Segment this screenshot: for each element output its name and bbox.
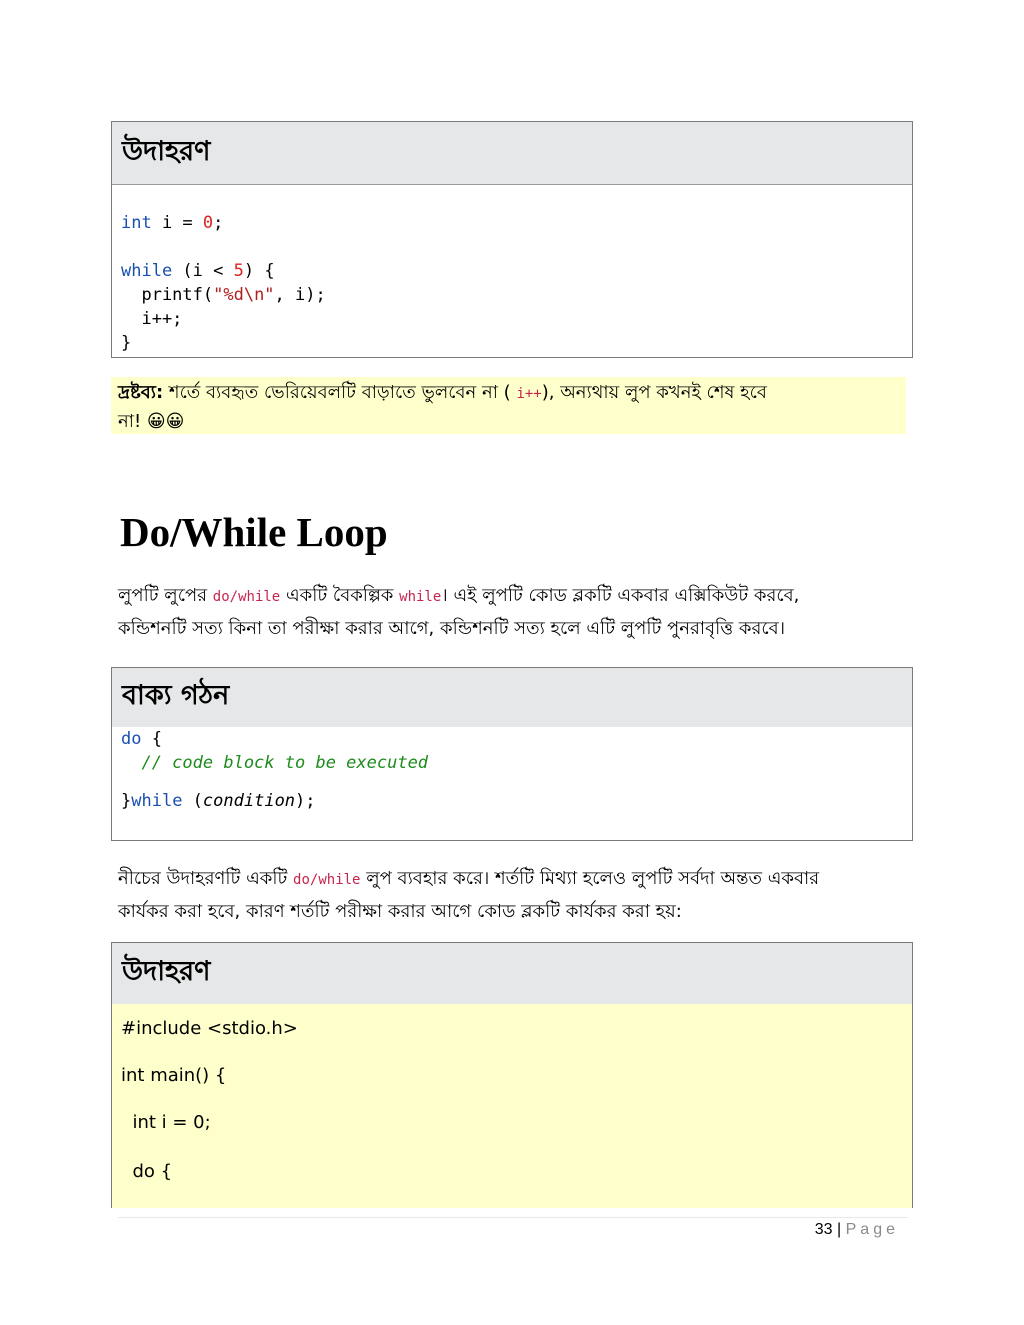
- syntax-code: do { // code block to be executed }while (condition);: [121, 729, 429, 811]
- code-line: i++;: [121, 309, 183, 329]
- example-box-1: [111, 121, 913, 358]
- code-line: int main() {: [121, 1065, 227, 1086]
- example-heading: উদাহরণ: [112, 122, 912, 185]
- page-label: Page: [845, 1221, 899, 1238]
- footer-divider: [118, 1217, 908, 1218]
- section-title: Do/While Loop: [120, 509, 388, 555]
- syntax-box: [111, 667, 913, 841]
- page-footer: 33 | Page: [814, 1221, 899, 1238]
- example-heading-2: উদাহরণ: [112, 943, 912, 1004]
- page-number: 33: [814, 1221, 833, 1238]
- code-block: [112, 185, 912, 355]
- code-line: int i = 0;: [121, 1112, 211, 1133]
- note-label: দ্রষ্টব্য:: [118, 382, 164, 403]
- syntax-heading: বাক্য গঠন: [112, 668, 912, 727]
- code-line: do {: [121, 1161, 173, 1182]
- code-line: printf("%d\n", i);: [121, 285, 326, 305]
- description-paragraph: নীচের উদাহরণটি একটি do/while লুপ ব্যবহার করে। শর্তটি মিথ্যা হলেও লুপটি সর্বদা অন্তত একবার কার্যকর করা হবে, কারণ শর্তটি পরীক্ষা করার আগে কোড ব্লকটি কার্যকর করা হয়:: [118, 868, 820, 922]
- code-line: }: [121, 333, 132, 353]
- code-line: #include <stdio.h>: [121, 1018, 298, 1039]
- example-code-2: [112, 1004, 912, 1208]
- intro-paragraph: লুপটি লুপের do/while একটি বৈকল্পিক while। এই লুপটি কোড ব্লকটি একবার এক্সিকিউট করবে, কন্ডিশনটি সত্য কিনা তা পরীক্ষা করার আগে, কন্ডিশনটি সত্য হলে এটি লুপটি পুনরাবৃত্তি করবে।: [118, 585, 800, 639]
- code-line: while (i < 5) {: [121, 261, 275, 281]
- example-box-2: [111, 942, 913, 1208]
- note-box: দ্রষ্টব্য: শর্তে ব্যবহৃত ভেরিয়েবলটি বাড়াতে ভুলবেন না ( i++), অন্যথায় লুপ কখনই শেষ হবে না! 😀😀: [111, 377, 906, 434]
- code-line: int i = 0;: [121, 213, 224, 233]
